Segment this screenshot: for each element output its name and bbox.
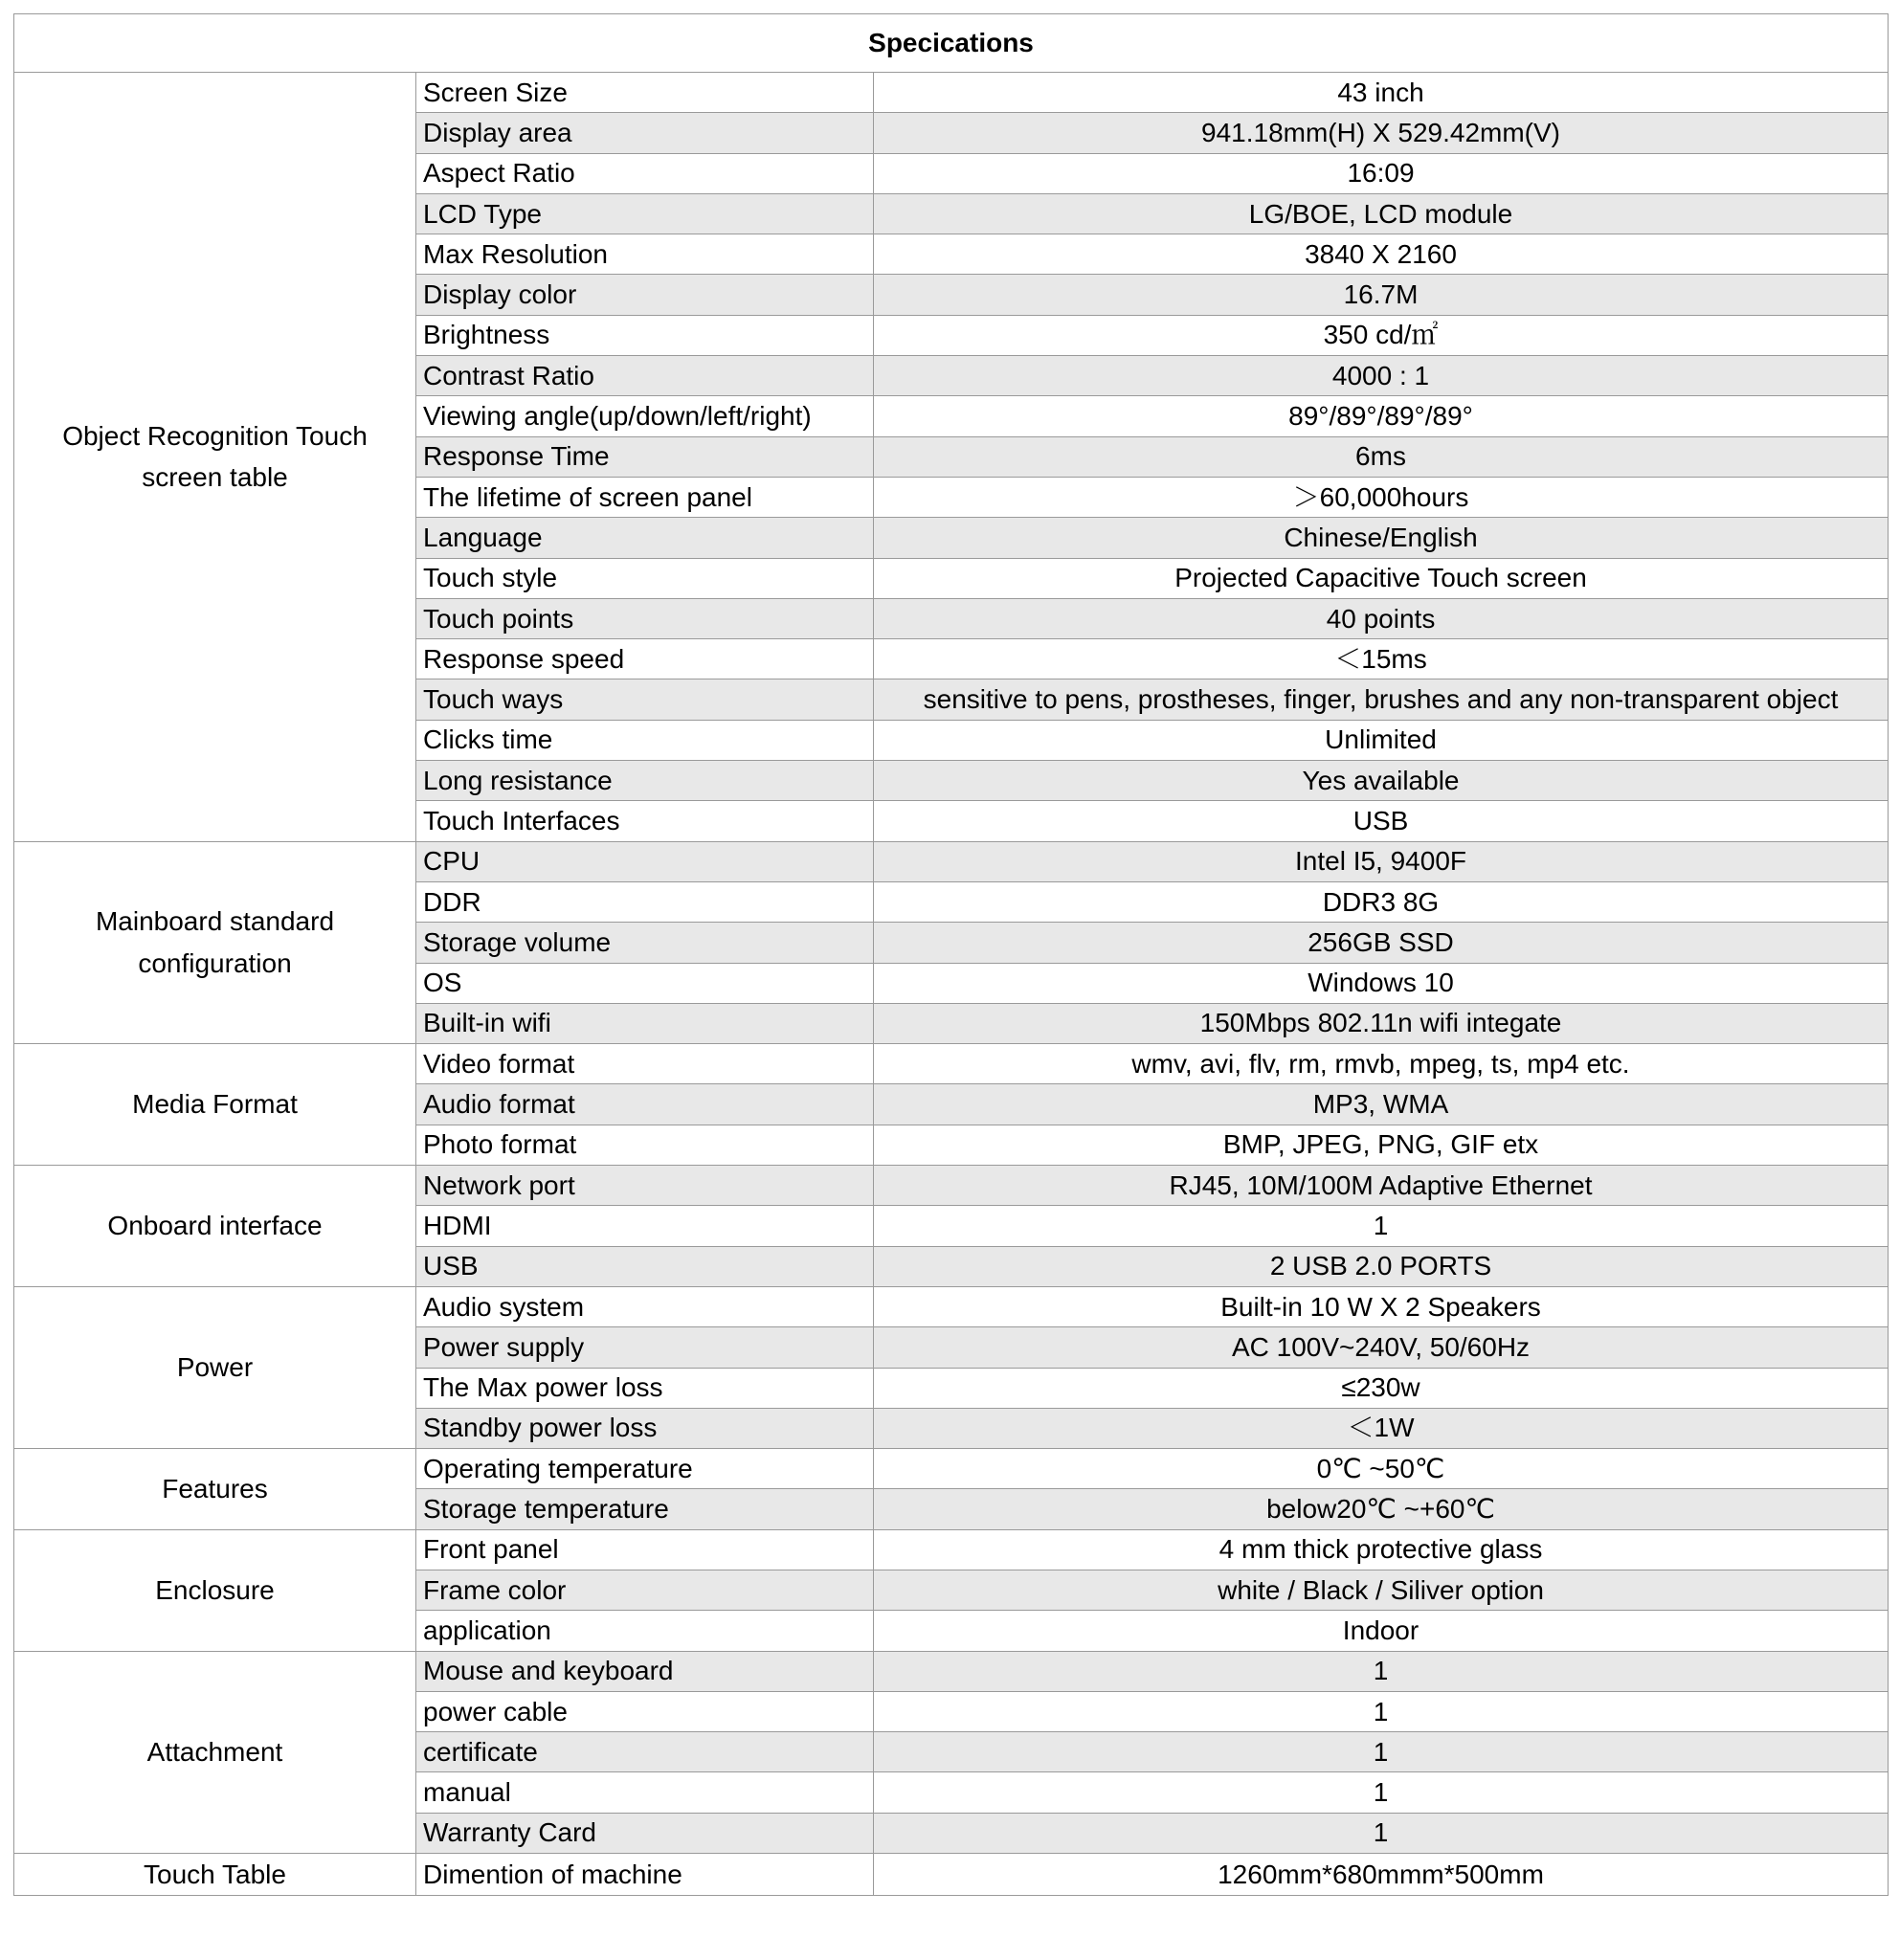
spec-table-body: [14, 14, 1889, 1896]
spec-value: MP3, WMA: [874, 1084, 1889, 1125]
table-row: [14, 73, 1889, 113]
spec-value: DDR3 8G: [874, 881, 1889, 922]
category-cell: Enclosure: [14, 1529, 416, 1651]
spec-value: 2 USB 2.0 PORTS: [874, 1246, 1889, 1286]
spec-value: 16.7M: [874, 275, 1889, 315]
spec-label: Display area: [416, 113, 874, 153]
spec-value: 0℃ ~50℃: [874, 1449, 1889, 1489]
spec-label: Viewing angle(up/down/left/right): [416, 396, 874, 436]
spec-value: Yes available: [874, 761, 1889, 801]
spec-value: 1260mm*680mmm*500mm: [874, 1854, 1889, 1896]
spec-value: 4 mm thick protective glass: [874, 1529, 1889, 1570]
spec-label: Screen Size: [416, 73, 874, 113]
spec-value: Unlimited: [874, 720, 1889, 760]
spec-label: Max Resolution: [416, 234, 874, 275]
table-row: [14, 1651, 1889, 1691]
spec-value: 16:09: [874, 153, 1889, 193]
spec-value: Projected Capacitive Touch screen: [874, 558, 1889, 598]
spec-value: 1: [874, 1651, 1889, 1691]
spec-value: 256GB SSD: [874, 923, 1889, 963]
spec-label: The Max power loss: [416, 1368, 874, 1408]
spec-value: BMP, JPEG, PNG, GIF etx: [874, 1125, 1889, 1165]
spec-value: sensitive to pens, prostheses, finger, brushes and any non-transparent object: [874, 679, 1889, 720]
spec-value: USB: [874, 801, 1889, 841]
category-cell: Features: [14, 1449, 416, 1530]
spec-label: The lifetime of screen panel: [416, 477, 874, 517]
spec-value: below20℃ ~+60℃: [874, 1489, 1889, 1529]
spec-label: Standby power loss: [416, 1408, 874, 1448]
spec-value: 150Mbps 802.11n wifi integate: [874, 1003, 1889, 1043]
spec-label: Audio system: [416, 1286, 874, 1326]
table-row: [14, 1449, 1889, 1489]
category-cell: Attachment: [14, 1651, 416, 1853]
spec-label: Frame color: [416, 1570, 874, 1610]
spec-label: Touch points: [416, 598, 874, 638]
spec-value: 4000 : 1: [874, 356, 1889, 396]
spec-value: 1: [874, 1813, 1889, 1853]
spec-label: DDR: [416, 881, 874, 922]
spec-value: AC 100V~240V, 50/60Hz: [874, 1327, 1889, 1368]
spec-value: 3840 X 2160: [874, 234, 1889, 275]
title-row: [14, 14, 1889, 73]
spec-label: Long resistance: [416, 761, 874, 801]
table-title: Specications: [14, 14, 1889, 73]
spec-label: Response Time: [416, 436, 874, 477]
spec-label: OS: [416, 963, 874, 1003]
spec-label: Contrast Ratio: [416, 356, 874, 396]
spec-label: Aspect Ratio: [416, 153, 874, 193]
spec-label: Front panel: [416, 1529, 874, 1570]
spec-label: HDMI: [416, 1206, 874, 1246]
spec-value: 941.18mm(H) X 529.42mm(V): [874, 113, 1889, 153]
spec-label: Clicks time: [416, 720, 874, 760]
spec-label: Network port: [416, 1166, 874, 1206]
table-row: [14, 1854, 1889, 1896]
spec-value: ≤230w: [874, 1368, 1889, 1408]
spec-value: 1: [874, 1732, 1889, 1772]
spec-value: 43 inch: [874, 73, 1889, 113]
spec-value: ＞60,000hours: [874, 477, 1889, 517]
spec-value: Chinese/English: [874, 518, 1889, 558]
spec-label: Touch style: [416, 558, 874, 598]
spec-value: 350 cd/㎡: [874, 315, 1889, 355]
spec-label: certificate: [416, 1732, 874, 1772]
spec-value: Intel I5, 9400F: [874, 841, 1889, 881]
spec-label: Mouse and keyboard: [416, 1651, 874, 1691]
spec-label: application: [416, 1611, 874, 1651]
spec-value: 89°/89°/89°/89°: [874, 396, 1889, 436]
spec-value: ＜1W: [874, 1408, 1889, 1448]
spec-value: 1: [874, 1772, 1889, 1813]
spec-label: manual: [416, 1772, 874, 1813]
spec-value: white / Black / Siliver option: [874, 1570, 1889, 1610]
spec-table: [13, 13, 1889, 1896]
table-row: [14, 841, 1889, 881]
category-cell: Touch Table: [14, 1854, 416, 1896]
category-cell: Media Format: [14, 1044, 416, 1166]
spec-label: Touch ways: [416, 679, 874, 720]
table-row: [14, 1166, 1889, 1206]
spec-label: Dimention of machine: [416, 1854, 874, 1896]
spec-table-container: [13, 13, 1888, 1896]
spec-label: Operating temperature: [416, 1449, 874, 1489]
table-row: [14, 1286, 1889, 1326]
spec-label: Audio format: [416, 1084, 874, 1125]
category-cell: Power: [14, 1286, 416, 1448]
spec-label: Touch Interfaces: [416, 801, 874, 841]
spec-label: CPU: [416, 841, 874, 881]
spec-label: Storage temperature: [416, 1489, 874, 1529]
spec-label: Built-in wifi: [416, 1003, 874, 1043]
spec-value: 6ms: [874, 436, 1889, 477]
spec-value: Indoor: [874, 1611, 1889, 1651]
spec-value: 1: [874, 1691, 1889, 1731]
spec-label: Brightness: [416, 315, 874, 355]
spec-value: ＜15ms: [874, 639, 1889, 679]
spec-label: Power supply: [416, 1327, 874, 1368]
spec-label: Response speed: [416, 639, 874, 679]
spec-label: power cable: [416, 1691, 874, 1731]
spec-label: USB: [416, 1246, 874, 1286]
category-cell: Object Recognition Touch screen table: [14, 73, 416, 842]
spec-label: Language: [416, 518, 874, 558]
spec-label: Storage volume: [416, 923, 874, 963]
category-cell: Mainboard standard configuration: [14, 841, 416, 1043]
spec-value: Built-in 10 W X 2 Speakers: [874, 1286, 1889, 1326]
category-cell: Onboard interface: [14, 1166, 416, 1287]
spec-value: RJ45, 10M/100M Adaptive Ethernet: [874, 1166, 1889, 1206]
spec-value: LG/BOE, LCD module: [874, 193, 1889, 234]
spec-label: Photo format: [416, 1125, 874, 1165]
spec-value: Windows 10: [874, 963, 1889, 1003]
spec-value: 40 points: [874, 598, 1889, 638]
spec-label: Video format: [416, 1044, 874, 1084]
spec-label: Warranty Card: [416, 1813, 874, 1853]
table-row: [14, 1529, 1889, 1570]
spec-label: Display color: [416, 275, 874, 315]
table-row: [14, 1044, 1889, 1084]
spec-value: 1: [874, 1206, 1889, 1246]
spec-value: wmv, avi, flv, rm, rmvb, mpeg, ts, mp4 etc.: [874, 1044, 1889, 1084]
spec-label: LCD Type: [416, 193, 874, 234]
